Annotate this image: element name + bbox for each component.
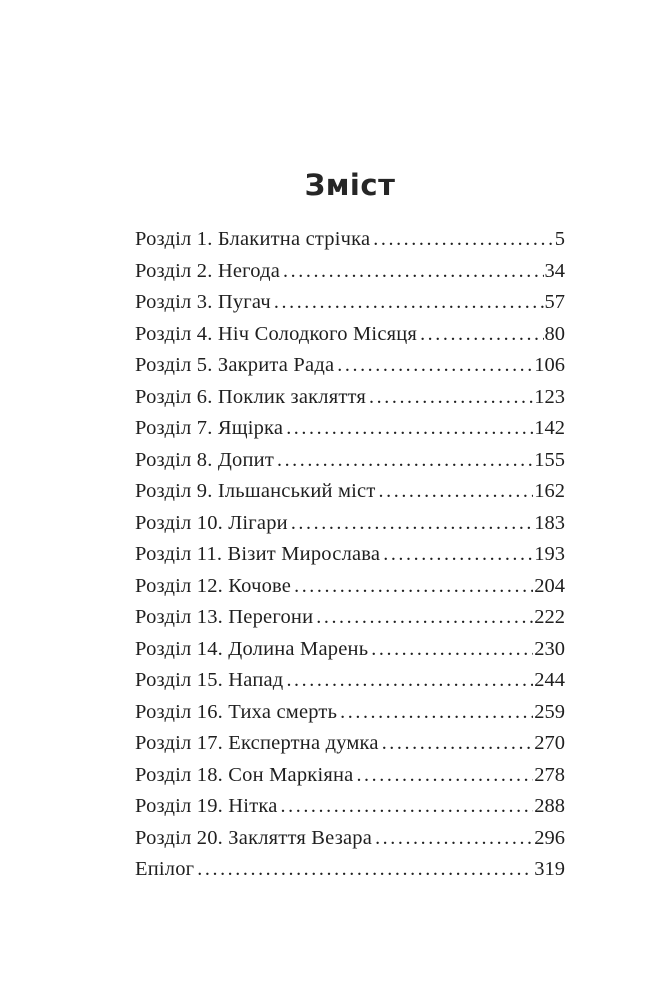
toc-list [135,224,565,886]
dot-leader [420,319,543,351]
dot-leader [286,413,533,445]
toc-entry-page: 57 [544,291,565,313]
dot-leader [277,445,533,477]
toc-entry-page: 123 [534,385,565,408]
dot-leader [373,224,553,256]
dot-leader [382,728,534,760]
toc-entry-page: 278 [534,763,565,786]
dot-leader [281,791,534,823]
toc-entry [135,571,565,603]
toc-entry-label: Розділ 14. Долина Марень [135,637,369,660]
toc-entry-page: 34 [544,259,565,282]
toc-entry-label: Розділ 9. Ільшанський міст [135,480,376,502]
toc-entry-page: 296 [534,826,565,849]
dot-leader [274,287,544,319]
toc-entry-page: 319 [534,858,565,880]
toc-entry-label: Епілог [135,858,195,880]
toc-entry-label: Розділ 4. Ніч Солодкого Місяця [135,322,418,345]
toc-entry-label: Розділ 19. Нітка [135,795,278,817]
dot-leader [340,697,533,729]
toc-entry [135,634,565,666]
toc-entry-label: Розділ 20. Закляття Везара [135,826,373,849]
toc-entry-label: Розділ 1. Блакитна стрічка [135,228,371,250]
toc-entry [135,791,565,823]
toc-entry-label: Розділ 6. Поклик закляття [135,385,367,408]
toc-entry-page: 222 [534,606,565,628]
toc-entry-label: Розділ 5. Закрита Рада [135,354,335,376]
toc-entry-page: 230 [534,637,565,660]
toc-entry [135,760,565,792]
toc-entry-page: 244 [534,669,565,691]
toc-entry-label: Розділ 11. Візит Мирослава [135,543,381,565]
dot-leader [286,665,533,697]
dot-leader [283,256,543,288]
dot-leader [316,602,533,634]
dot-leader [371,634,533,666]
toc-entry [135,287,565,319]
toc-entry-page: 204 [534,574,565,597]
toc-entry-label: Розділ 10. Лігари [135,511,288,534]
toc-entry-label: Розділ 15. Напад [135,669,284,691]
toc-entry [135,224,565,256]
toc-entry-label: Розділ 12. Кочове [135,574,292,597]
toc-entry-page: 259 [534,700,565,723]
toc-entry-label: Розділ 7. Ящірка [135,417,284,439]
toc-entry-page: 162 [534,480,565,502]
toc-entry-label: Розділ 18. Сон Маркіяна [135,763,354,786]
toc-entry-page: 5 [554,228,565,250]
dot-leader [337,350,533,382]
toc-entry [135,697,565,729]
toc-entry [135,476,565,508]
toc-entry-page: 270 [534,732,565,754]
toc-entry-page: 142 [534,417,565,439]
dot-leader [356,760,533,792]
toc-entry-label: Розділ 13. Перегони [135,606,314,628]
toc-entry [135,445,565,477]
page-title: Зміст [304,168,396,202]
dot-leader [383,539,533,571]
dot-leader [369,382,533,414]
toc-entry [135,350,565,382]
toc-entry-page: 155 [534,448,565,471]
toc-entry [135,602,565,634]
toc-entry-label: Розділ 8. Допит [135,448,274,471]
toc-entry-label: Розділ 17. Експертна думка [135,732,379,754]
toc-entry [135,256,565,288]
toc-entry [135,319,565,351]
dot-leader [197,854,533,886]
toc-entry-page: 183 [534,511,565,534]
toc-entry-page: 288 [534,795,565,817]
toc-entry [135,539,565,571]
toc-entry-label: Розділ 3. Пугач [135,291,271,313]
toc-entry [135,382,565,414]
dot-leader [294,571,533,603]
dot-leader [291,508,533,540]
dot-leader [375,823,533,855]
toc-entry [135,854,565,886]
toc-entry-page: 106 [534,354,565,376]
toc-entry [135,413,565,445]
toc-entry [135,665,565,697]
toc-entry-label: Розділ 2. Негода [135,259,281,282]
dot-leader [379,476,534,508]
toc-entry-label: Розділ 16. Тиха смерть [135,700,338,723]
toc-entry [135,728,565,760]
toc-entry-page: 80 [544,322,565,345]
toc-entry [135,508,565,540]
toc-entry-page: 193 [534,543,565,565]
toc-entry [135,823,565,855]
